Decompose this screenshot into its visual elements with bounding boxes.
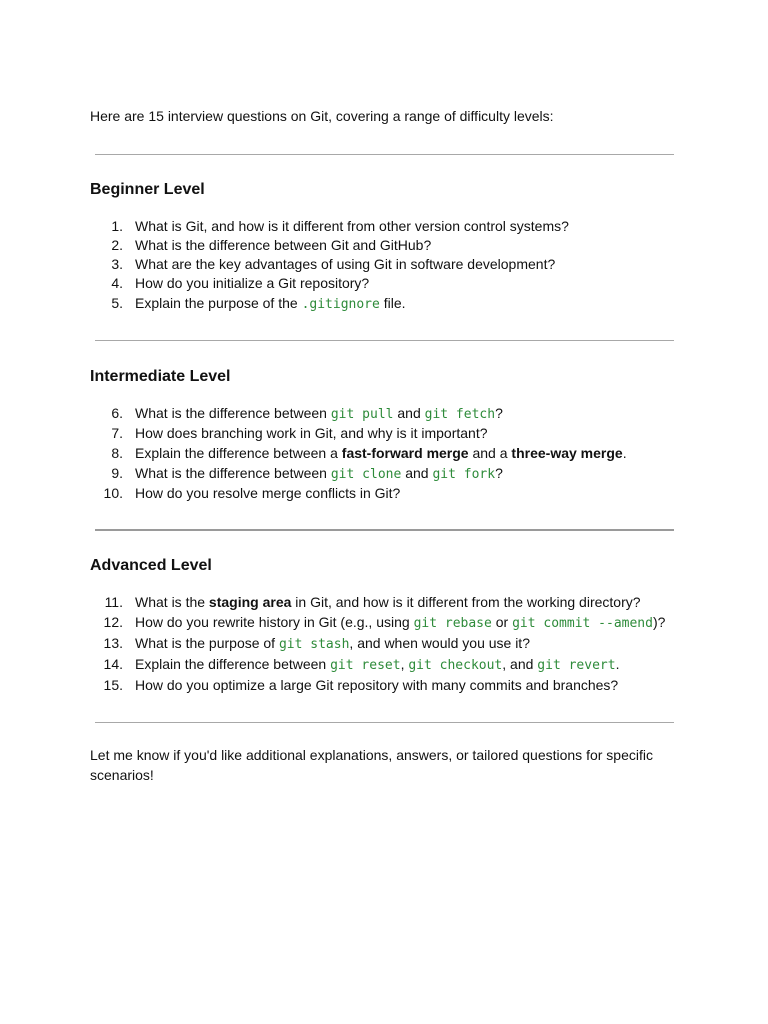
divider [95, 340, 674, 341]
inline-code: git revert [537, 658, 616, 673]
inline-code: git clone [330, 467, 402, 482]
inline-code: git checkout [408, 658, 503, 673]
question-list-beginner [90, 217, 690, 314]
question-list-intermediate [90, 404, 690, 504]
inline-code: git rebase [413, 616, 492, 631]
list-item: 13. What is the purpose of git stash, and when would you use it? [103, 635, 530, 652]
inline-code: .gitignore [301, 297, 380, 312]
section-heading-beginner: Beginner Level [90, 181, 205, 198]
list-item: 15. How do you optimize a large Git repository with many commits and branches? [103, 677, 619, 693]
divider [95, 154, 674, 155]
list-item: 11. What is the staging area in Git, and how is it different from the working directory? [104, 594, 641, 610]
list-item: 9. What is the difference between git clone and git fork? [111, 465, 503, 482]
list-item: 5. Explain the purpose of the .gitignore file. [111, 295, 406, 312]
inline-code: git fetch [424, 407, 496, 422]
list-item: 10. How do you resolve merge conflicts in Git? [103, 485, 401, 501]
bold-term: fast-forward merge [341, 445, 469, 461]
list-item: 6. What is the difference between git pull and git fetch? [111, 405, 503, 422]
section-heading-advanced: Advanced Level [90, 557, 212, 574]
question-list-advanced [90, 593, 690, 696]
bold-term: staging area [208, 594, 292, 610]
list-item: 1. What is Git, and how is it different from other version control systems? [111, 218, 569, 234]
list-item: 4. How do you initialize a Git repository? [111, 275, 370, 291]
divider [95, 722, 674, 723]
bold-term: three-way merge [511, 445, 623, 461]
list-item: 3. What are the key advantages of using Git in software development? [111, 256, 556, 272]
closing-text: Let me know if you'd like additional explanations, answers, or tailored questions for specific scenarios! [90, 747, 653, 783]
list-item: 8. Explain the difference between a fast-forward merge and a three-way merge. [111, 445, 627, 461]
list-item: 12. How do you rewrite history in Git (e.g., using git rebase or git commit --amend)? [103, 614, 666, 631]
list-item: 2. What is the difference between Git and GitHub? [111, 237, 432, 253]
inline-code: git fork [432, 467, 496, 482]
inline-code: git commit --amend [512, 616, 653, 631]
list-item: 7. How does branching work in Git, and why is it important? [111, 425, 488, 441]
divider [95, 529, 674, 531]
inline-code: git reset [330, 658, 401, 673]
intro-text: Here are 15 interview questions on Git, covering a range of difficulty levels: [90, 108, 554, 124]
inline-code: git pull [330, 407, 394, 422]
list-item: 14. Explain the difference between git reset, git checkout, and git revert. [103, 656, 620, 673]
inline-code: git stash [278, 637, 350, 652]
section-heading-intermediate: Intermediate Level [90, 368, 231, 385]
